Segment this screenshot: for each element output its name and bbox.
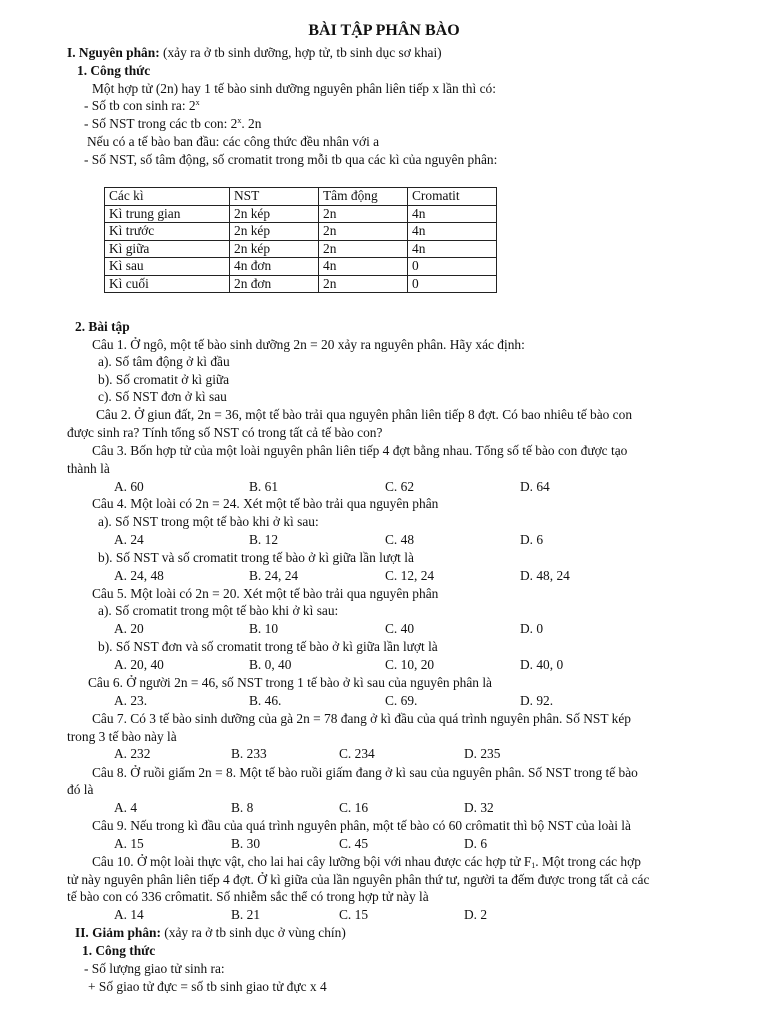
table-cell: Kì trung gian <box>105 205 230 223</box>
table-cell: 2n đơn <box>230 275 319 293</box>
question-1-b: b). Số cromatit ở kì giữa <box>98 372 230 387</box>
question-5a-option-b: B. 10 <box>249 621 279 636</box>
question-5b-option-d: D. 40, 0 <box>520 657 564 672</box>
table-header-row <box>105 188 497 206</box>
section-1-heading <box>67 44 442 61</box>
question-5b-option-a: A. 20, 40 <box>114 657 164 672</box>
s1-subheading-formula: 1. Công thức <box>77 63 151 78</box>
question-6: Câu 6. Ở người 2n = 46, số NST trong 1 tế bào ở kì sau của nguyên phân là <box>88 675 492 690</box>
section-2-title: II. Giảm phân: <box>75 925 161 940</box>
table-cell: 4n <box>408 240 497 258</box>
question-5: Câu 5. Một loài có 2n = 20. Xét một tế bào trải qua nguyên phân <box>92 586 439 601</box>
question-1-c: c). Số NST đơn ở kì sau <box>98 389 227 404</box>
table-cell: Kì trước <box>105 223 230 241</box>
question-7-line-2: trong 3 tế bào này là <box>67 729 177 744</box>
question-6-option-b: B. 46. <box>249 693 282 708</box>
question-10-option-b: B. 21 <box>231 907 261 922</box>
question-4a-option-a: A. 24 <box>114 532 144 547</box>
question-6-option-a: A. 23. <box>114 693 148 708</box>
question-3-option-b: B. 61 <box>249 479 279 494</box>
question-10-option-d: D. 2 <box>464 907 488 922</box>
question-6-option-c: C. 69. <box>385 693 418 708</box>
question-5b-option-b: B. 0, 40 <box>249 657 292 672</box>
subscript: 1 <box>531 861 536 870</box>
table-cell: 2n kép <box>230 205 319 223</box>
question-5-a: a). Số cromatit trong một tế bào khi ở kì sau: <box>98 603 339 618</box>
formula-text: - Số tb con sinh ra: 2 <box>84 98 196 113</box>
question-4: Câu 4. Một loài có 2n = 24. Xét một tế bào trải qua nguyên phân <box>92 496 439 511</box>
question-3-line-2: thành là <box>67 461 110 476</box>
question-6-option-d: D. 92. <box>520 693 554 708</box>
table-row <box>105 275 497 293</box>
question-5a-option-a: A. 20 <box>114 621 144 636</box>
table-row <box>105 258 497 276</box>
table-cell: 2n <box>319 205 408 223</box>
question-2-line-2: được sinh ra? Tính tổng số NST có trong tất cả tế bào con? <box>67 425 383 440</box>
table-cell: 4n <box>408 223 497 241</box>
table-cell: Kì cuối <box>105 275 230 293</box>
question-text: Câu 10. Ở một loài thực vật, cho lai hai cây lưỡng bội với nhau được các hợp tử F <box>92 854 532 869</box>
s1-note: Nếu có a tế bào ban đầu: các công thức đều nhân với a <box>87 134 380 149</box>
question-5a-option-c: C. 40 <box>385 621 415 636</box>
question-3-option-a: A. 60 <box>114 479 144 494</box>
question-9-option-c: C. 45 <box>339 836 369 851</box>
question-4-a: a). Số NST trong một tế bào khi ở kì sau: <box>98 514 319 529</box>
question-4a-option-d: D. 6 <box>520 532 544 547</box>
question-1-a: a). Số tâm động ở kì đầu <box>98 354 230 369</box>
question-7-option-c: C. 234 <box>339 746 375 761</box>
question-2-line-1: Câu 2. Ở giun đất, 2n = 36, một tế bào trải qua nguyên phân liên tiếp 8 đợt. Có bao nhiêu tế bào con <box>96 407 633 422</box>
s1-formula-nst <box>84 115 261 132</box>
s2-subheading-formula: 1. Công thức <box>82 943 156 958</box>
question-10-line-3: tế bào con có 336 crômatit. Số nhiễm sắc thể có trong hợp tử này là <box>67 889 429 904</box>
s1-formula-table-intro: - Số NST, số tâm động, số cromatit trong mỗi tb qua các kì của nguyên phân: <box>84 152 498 167</box>
s1-formula-cells <box>84 97 200 114</box>
question-7-option-a: A. 232 <box>114 746 151 761</box>
question-8-option-a: A. 4 <box>114 800 138 815</box>
table-row <box>105 240 497 258</box>
section-1-note: (xảy ra ở tb sinh dưỡng, hợp tử, tb sinh dục sơ khai) <box>159 45 442 60</box>
s2-formula-male-gametes: + Số giao tử đực = số tb sinh giao tử đực x 4 <box>88 979 327 994</box>
table-row <box>105 205 497 223</box>
question-4a-option-c: C. 48 <box>385 532 415 547</box>
question-9-option-b: B. 30 <box>231 836 261 851</box>
table-header: Cromatit <box>408 188 497 206</box>
formula-text: . 2n <box>241 116 262 131</box>
question-7-option-b: B. 233 <box>231 746 267 761</box>
question-4b-option-d: D. 48, 24 <box>520 568 570 583</box>
table-cell: 0 <box>408 258 497 276</box>
table-cell: 2n <box>319 240 408 258</box>
formula-exponent: x <box>237 116 242 125</box>
table-cell: 4n <box>408 205 497 223</box>
s1-intro: Một hợp tử (2n) hay 1 tế bào sinh dưỡng nguyên phân liên tiếp x lần thì có: <box>92 81 496 96</box>
table-cell: 2n <box>319 275 408 293</box>
question-8-line-1: Câu 8. Ở ruồi giấm 2n = 8. Một tế bào ruồi giấm đang ở kì sau của nguyên phân. Số NST trong tế bào <box>92 765 638 780</box>
question-4-b: b). Số NST và số cromatit trong tế bào ở kì giữa lần lượt là <box>98 550 414 565</box>
table-cell: 2n <box>319 223 408 241</box>
table-row <box>105 223 497 241</box>
question-10-option-a: A. 14 <box>114 907 144 922</box>
phase-table <box>104 187 497 293</box>
question-1: Câu 1. Ở ngô, một tế bào sinh dưỡng 2n = 20 xảy ra nguyên phân. Hãy xác định: <box>92 337 525 352</box>
section-2-heading <box>75 924 346 941</box>
table-header: Các kì <box>105 188 230 206</box>
question-4b-option-b: B. 24, 24 <box>249 568 299 583</box>
question-9-option-a: A. 15 <box>114 836 144 851</box>
question-3-option-d: D. 64 <box>520 479 550 494</box>
question-3-option-c: C. 62 <box>385 479 415 494</box>
question-7-line-1: Câu 7. Có 3 tế bào sinh dưỡng của gà 2n = 78 đang ở kì đầu của quá trình nguyên phân. Số NST kép <box>92 711 631 726</box>
table-cell: 2n kép <box>230 240 319 258</box>
question-8-option-c: C. 16 <box>339 800 369 815</box>
question-text: . Một trong các hợp <box>535 854 641 869</box>
question-10-option-c: C. 15 <box>339 907 369 922</box>
question-7-option-d: D. 235 <box>464 746 501 761</box>
question-4b-option-c: C. 12, 24 <box>385 568 435 583</box>
table-cell: 0 <box>408 275 497 293</box>
question-5-b: b). Số NST đơn và số cromatit trong tế bào ở kì giữa lần lượt là <box>98 639 438 654</box>
table-cell: 4n đơn <box>230 258 319 276</box>
question-9: Câu 9. Nếu trong kì đầu của quá trình nguyên phân, một tế bào có 60 crômatit thì bộ NST của loài là <box>92 818 631 833</box>
question-9-option-d: D. 6 <box>464 836 488 851</box>
page-title: BÀI TẬP PHÂN BÀO <box>308 22 460 39</box>
table-cell: Kì sau <box>105 258 230 276</box>
table-cell: 4n <box>319 258 408 276</box>
question-3-line-1: Câu 3. Bốn hợp tử của một loài nguyên phân liên tiếp 4 đợt bằng nhau. Tổng số tế bào con được tạo <box>92 443 628 458</box>
formula-text: - Số NST trong các tb con: 2 <box>84 116 238 131</box>
question-10-line-1 <box>92 853 641 870</box>
s1-subheading-exercises: 2. Bài tập <box>75 319 130 334</box>
question-5b-option-c: C. 10, 20 <box>385 657 435 672</box>
question-8-line-2: đó là <box>67 782 94 797</box>
section-1-title: I. Nguyên phân: <box>67 45 160 60</box>
table-header: NST <box>230 188 319 206</box>
question-8-option-b: B. 8 <box>231 800 254 815</box>
section-2-note: (xảy ra ở tb sinh dục ở vùng chín) <box>160 925 346 940</box>
question-8-option-d: D. 32 <box>464 800 494 815</box>
question-4b-option-a: A. 24, 48 <box>114 568 164 583</box>
table-cell: Kì giữa <box>105 240 230 258</box>
question-4a-option-b: B. 12 <box>249 532 279 547</box>
s2-formula-gametes: - Số lượng giao tử sinh ra: <box>84 961 225 976</box>
formula-exponent: x <box>195 98 200 107</box>
question-5a-option-d: D. 0 <box>520 621 544 636</box>
table-header: Tâm động <box>319 188 408 206</box>
question-10-line-2: tử này nguyên phân liên tiếp 4 đợt. Ở kì giữa của lần nguyên phân thứ tư, người ta đếm được trong tất cả các <box>67 872 650 887</box>
table-cell: 2n kép <box>230 223 319 241</box>
